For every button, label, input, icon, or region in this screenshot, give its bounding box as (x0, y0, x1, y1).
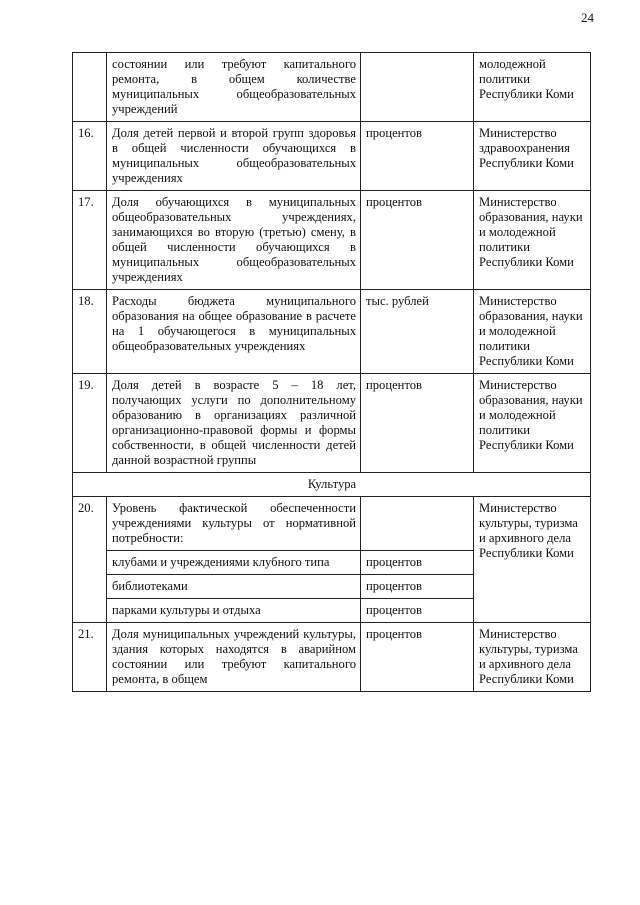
responsible-org: Министерство культуры, туризма и архивного дела Республики Коми (474, 497, 591, 623)
table-row (73, 53, 591, 122)
indicator-name: Расходы бюджета муниципального образования на общее образование в расчете на 1 обучающегося в муниципальных общеобразовательных учреждениях (107, 290, 361, 374)
row-number: 17. (73, 191, 107, 290)
page-number: 24 (581, 10, 594, 25)
unit-cell: процентов (361, 551, 474, 575)
row-number: 21. (73, 623, 107, 692)
responsible-org: Министерство образования, науки и молодежной политики Республики Коми (474, 290, 591, 374)
unit-cell (361, 53, 474, 122)
unit-cell: процентов (361, 374, 474, 473)
indicator-subname: библиотеками (107, 575, 361, 599)
table-row (73, 191, 591, 290)
responsible-org: Министерство здравоохранения Республики Коми (474, 122, 591, 191)
unit-cell: процентов (361, 575, 474, 599)
section-title: Культура (73, 473, 591, 497)
indicator-name: состоянии или требуют капитального ремонта, в общем количестве муниципальных общеобразовательных учреждений (107, 53, 361, 122)
indicator-name: Уровень фактической обеспеченности учреждениями культуры от нормативной потребности: (107, 497, 361, 551)
row-number: 19. (73, 374, 107, 473)
table-row (73, 623, 591, 692)
indicator-name: Доля муниципальных учреждений культуры, здания которых находятся в аварийном состоянии или требуют капитального ремонта, в общем (107, 623, 361, 692)
responsible-org: молодежной политики Республики Коми (474, 53, 591, 122)
section-row (73, 473, 591, 497)
unit-cell: процентов (361, 599, 474, 623)
table-row (73, 497, 591, 551)
indicator-name: Доля детей в возрасте 5 – 18 лет, получающих услуги по дополнительному образованию в организациях различной организационно-правовой формы и формы собственности, в общей численности детей данной возрастной группы (107, 374, 361, 473)
indicator-name: Доля обучающихся в муниципальных общеобразовательных учреждениях, занимающихся во вторую (третью) смену, в общей численности обучающихся в муниципальных общеобразовательных учреждениях (107, 191, 361, 290)
responsible-org: Министерство образования, науки и молодежной политики Республики Коми (474, 191, 591, 290)
table-row (73, 290, 591, 374)
responsible-org: Министерство культуры, туризма и архивного дела Республики Коми (474, 623, 591, 692)
indicators-table (72, 52, 591, 692)
row-number (73, 53, 107, 122)
table-row (73, 122, 591, 191)
indicator-subname: клубами и учреждениями клубного типа (107, 551, 361, 575)
responsible-org: Министерство образования, науки и молодежной политики Республики Коми (474, 374, 591, 473)
unit-cell: тыс. рублей (361, 290, 474, 374)
unit-cell: процентов (361, 623, 474, 692)
unit-cell: процентов (361, 122, 474, 191)
row-number: 16. (73, 122, 107, 191)
table-row (73, 374, 591, 473)
unit-cell (361, 497, 474, 551)
row-number: 18. (73, 290, 107, 374)
unit-cell: процентов (361, 191, 474, 290)
row-number: 20. (73, 497, 107, 623)
indicator-name: Доля детей первой и второй групп здоровья в общей численности обучающихся в муниципальных общеобразовательных учреждениях (107, 122, 361, 191)
indicator-subname: парками культуры и отдыха (107, 599, 361, 623)
